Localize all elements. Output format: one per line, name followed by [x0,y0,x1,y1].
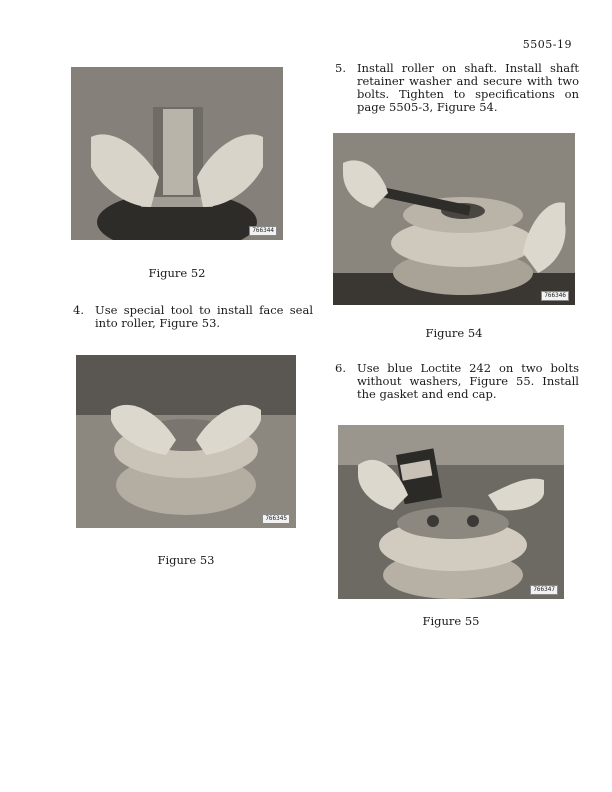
step-6-text: Use blue Loctite 242 on two bolts without washers, Figure 55. Install the gasket and end cap. [357,361,579,401]
page-number: 5505-19 [522,38,572,51]
figure-53-photo [76,355,296,528]
figure-53-caption: Figure 53 [157,553,215,567]
step-6-number: 6. [335,361,346,375]
step-4-text: Use special tool to install face seal into roller, Figure 53. [95,303,313,330]
step-5 [335,62,580,122]
figure-55-caption: Figure 55 [422,614,480,628]
step-4 [73,304,313,334]
figure-52-photo [71,67,283,240]
step-5-number: 5. [335,61,346,75]
figure-52-caption: Figure 52 [148,266,206,280]
figure-54-caption: Figure 54 [425,326,483,340]
figure-53-tag: 766345 [262,514,290,524]
figure-54-photo [333,133,575,305]
figure-55-tag: 766347 [530,585,558,595]
figure-55-photo [338,425,564,599]
figure-54-tag: 766346 [541,291,569,301]
step-4-number: 4. [73,303,84,317]
step-5-text: Install roller on shaft. Install shaft retainer washer and secure with two bolts. Tighten to specifications on page 5505-3, Figure 54. [357,61,579,114]
figure-52-tag: 766344 [249,226,277,236]
step-6 [335,362,580,407]
